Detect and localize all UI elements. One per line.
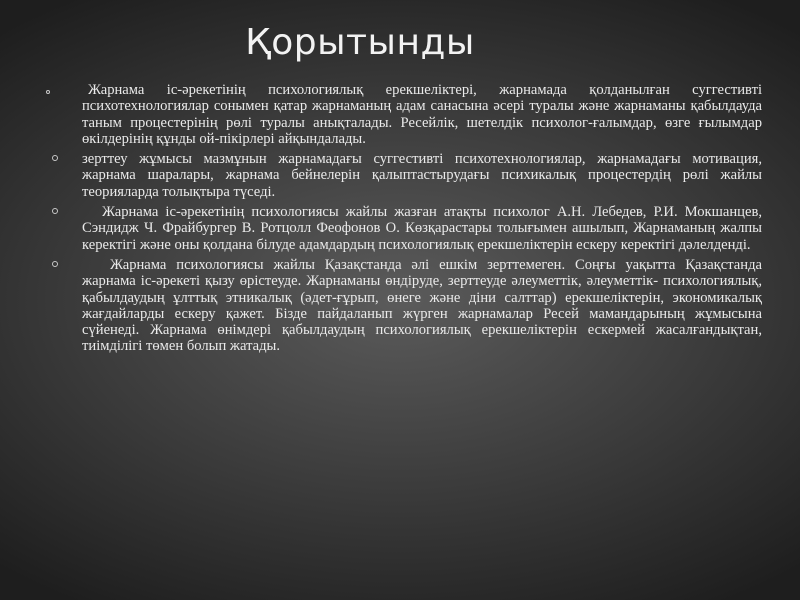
bullet-item-4 — [40, 257, 762, 355]
bullet-circle-icon — [52, 261, 58, 267]
slide-title: Қорытынды — [245, 22, 475, 63]
bullet-circle-icon — [46, 90, 50, 94]
bullet-text-1: Жарнама іс-әрекетінің психологиялық ерекшеліктері, жарнамада қолданылған суггестивті психотехнологиялар сонымен қатар жарнаманың адам санасына әсері туралы және жарнаманы қабылдауда таным процестерінің рөлі туралы анықталады. Ресейлік, шетелдік психолог-ғалымдар, өзге ғылымдар өкілдерінің құнды ой-пікірлері айқындалады. — [82, 82, 762, 147]
bullet-item-3 — [40, 204, 762, 253]
bullet-text-3: Жарнама іс-әрекетінің психологиясы жайлы жазған атақты психолог А.Н. Лебедев, Р.И. Мокшанцев, Сэндидж Ч. Фрайбургер В. Ротцолл Феофонов О. Көзқарастары толығымен ашылып, Жарнаманың жалпы керектігі және оны қолдана білуде адамдардың психологиялық ерекшеліктерін ескеру керектігі дәлелденді. — [82, 204, 762, 253]
slide-content — [40, 82, 762, 359]
bullet-item-2 — [40, 151, 762, 200]
bullet-circle-icon — [52, 208, 58, 214]
bullet-item-1 — [40, 82, 762, 147]
bullet-circle-icon — [52, 155, 58, 161]
bullet-text-4: Жарнама психологиясы жайлы Қазақстанда әлі ешкім зерттемеген. Соңғы уақытта Қазақстанда жарнама іс-әрекеті қызу өрістеуде. Жарнаманы өндіруде, зерттеуде әлеуметтік, әлеуметтік- психологиялық, қабылдаудың ұлттық этникалық (әдет-ғұрып, өнеге және діни салттар) ерекшеліктерін, экономикалық жағдайларды ескеру қажет. Бізде пайдаланып жүрген жарнамалар Ресей мамандарының жұмысына сүйенеді. Жарнама өнімдері қабылдаудың психологиялық ерекшеліктерін ескермей жасалғандықтан, тиімділігі төмен болып жатады. — [82, 256, 762, 355]
bullet-text-2: зерттеу жұмысы мазмұнын жарнамадағы суггестивті психотехнологиялар, жарнамадағы мотивация, жарнама шаралары, жарнама бейнелерін қалыптастырудағы психикалық процестердің рөлі жайлы теорияларда толықтыра түседі. — [82, 151, 762, 200]
